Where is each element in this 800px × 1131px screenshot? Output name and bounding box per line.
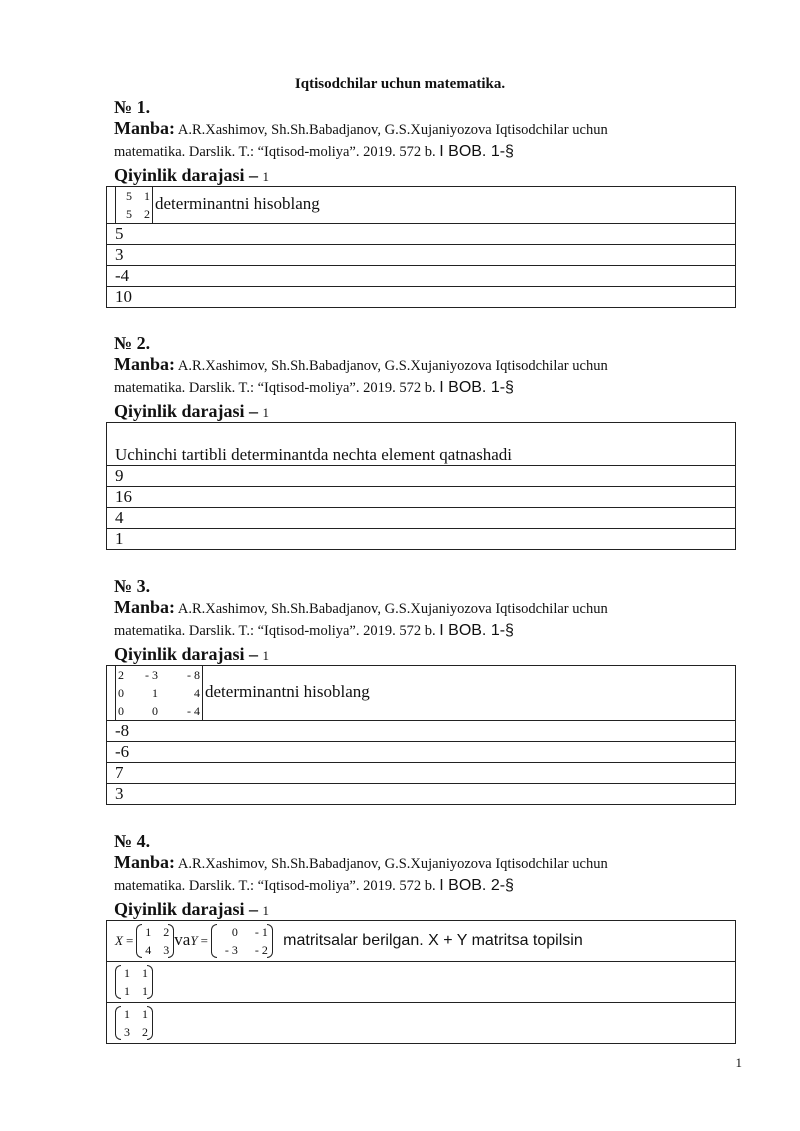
level-value: 1 (262, 903, 270, 918)
matrix-cell: - 1 (254, 925, 268, 939)
answer-row (107, 763, 736, 784)
matrix-cell: 0 (231, 925, 238, 939)
answer-row (107, 287, 736, 308)
source-label: Manba: (114, 354, 176, 374)
det-cell: 0 (118, 704, 124, 718)
answer-option: -6 (107, 742, 736, 763)
det-cell: - 8 (187, 668, 200, 682)
answer-option: 10 (107, 287, 736, 308)
difficulty-level (114, 400, 736, 422)
source-text: A.R.Xashimov, Sh.Sh.Babadjanov, G.S.Xujaniyozova Iqtisodchilar uchun matematika. Darslik. T.: “Iqtisod-moliya”. 2019. 572 b. (114, 358, 608, 396)
answer-option: 3 (107, 784, 736, 805)
answer-option: 5 (107, 224, 736, 245)
difficulty-level (114, 643, 736, 665)
question-number: № 1. (114, 97, 151, 117)
question-table (106, 920, 736, 1044)
matrix-cell: 2 (163, 925, 170, 939)
question-stem: Uchinchi tartibli determinantda nechta element qatnashadi (107, 423, 736, 466)
answer-option: 7 (107, 763, 736, 784)
question-stem: determinantni hisoblang (155, 193, 320, 213)
chapter-ref: I BOB. 1-§ (439, 379, 514, 396)
det-cell: 1 (144, 189, 150, 203)
matrix-y (211, 923, 273, 959)
chapter-ref: I BOB. 2-§ (439, 877, 514, 894)
answer-row (107, 529, 736, 550)
question-number: № 2. (114, 333, 151, 353)
question-stem-row (107, 666, 736, 721)
answer-row (107, 245, 736, 266)
level-value: 1 (262, 405, 270, 420)
answer-row (107, 508, 736, 529)
answer-row (107, 487, 736, 508)
source-text: A.R.Xashimov, Sh.Sh.Babadjanov, G.S.Xujaniyozova Iqtisodchilar uchun matematika. Darslik. T.: “Iqtisod-moliya”. 2019. 572 b. (114, 601, 608, 639)
source-text: A.R.Xashimov, Sh.Sh.Babadjanov, G.S.Xujaniyozova Iqtisodchilar uchun matematika. Darslik. T.: “Iqtisod-moliya”. 2019. 572 b. (114, 122, 608, 160)
document-title: Iqtisodchilar uchun matematika. (294, 76, 506, 92)
level-label: Qiyinlik darajasi – (114, 401, 259, 421)
answer-row (107, 721, 736, 742)
matrix-cell: - 2 (254, 943, 268, 957)
source-reference (114, 118, 674, 163)
chapter-ref: I BOB. 1-§ (439, 143, 514, 160)
answer-option: 4 (107, 508, 736, 529)
det-cell: 2 (118, 668, 124, 682)
answer-row (107, 742, 736, 763)
answer-option: 16 (107, 487, 736, 508)
answer-matrix (115, 964, 153, 1000)
answer-matrix (115, 1005, 153, 1041)
matrix-x (136, 923, 174, 959)
question-stem-row (107, 921, 736, 962)
answer-row (107, 1003, 736, 1044)
matrix-cell: 1 (142, 1007, 148, 1021)
det-cell: 5 (126, 189, 132, 203)
matrix-cell: 1 (142, 984, 148, 998)
question-number: № 4. (114, 831, 151, 851)
question-stem-row (107, 187, 736, 224)
answer-row (107, 224, 736, 245)
level-label: Qiyinlik darajasi – (114, 899, 259, 919)
source-label: Manba: (114, 852, 176, 872)
answer-row (107, 266, 736, 287)
question-stem: determinantni hisoblang (205, 681, 370, 701)
question-table (106, 186, 736, 308)
answer-option: 1 (107, 529, 736, 550)
answer-option: 9 (107, 466, 736, 487)
page-number: 1 (735, 1055, 742, 1070)
source-reference (114, 597, 674, 642)
det-cell: - 4 (187, 704, 200, 718)
source-text: A.R.Xashimov, Sh.Sh.Babadjanov, G.S.Xujaniyozova Iqtisodchilar uchun matematika. Darslik. T.: “Iqtisod-moliya”. 2019. 572 b. (114, 856, 608, 894)
matrix-cell: 1 (124, 984, 130, 998)
det-cell: - 3 (145, 668, 158, 682)
determinant (115, 187, 153, 223)
matrix-cell: 1 (124, 1007, 130, 1021)
question-table (106, 422, 736, 550)
determinant (115, 666, 203, 720)
det-cell: 2 (144, 207, 150, 221)
det-cell: 0 (152, 704, 158, 718)
answer-row (107, 466, 736, 487)
answer-option: 3 (107, 245, 736, 266)
source-label: Manba: (114, 118, 176, 138)
matrix-cell: 4 (145, 943, 152, 957)
question-table (106, 665, 736, 805)
question-3 (114, 575, 736, 805)
source-reference (114, 852, 674, 897)
matrix-cell: 2 (142, 1025, 148, 1039)
matrix-cell: 3 (163, 943, 170, 957)
conjunction-text: va (174, 929, 191, 949)
answer-option: -8 (107, 721, 736, 742)
matrix-cell: 1 (142, 966, 148, 980)
level-value: 1 (262, 169, 270, 184)
level-label: Qiyinlik darajasi – (114, 644, 259, 664)
level-label: Qiyinlik darajasi – (114, 165, 259, 185)
answer-option: -4 (107, 266, 736, 287)
question-1 (114, 96, 736, 308)
matrix-x-label: X (115, 932, 123, 948)
question-number: № 3. (114, 576, 151, 596)
equals-sign: = (200, 932, 208, 948)
question-4 (114, 830, 736, 1044)
answer-row (107, 784, 736, 805)
level-value: 1 (262, 648, 270, 663)
difficulty-level (114, 898, 736, 920)
det-cell: 0 (118, 686, 124, 700)
chapter-ref: I BOB. 1-§ (439, 622, 514, 639)
matrix-cell: - 3 (224, 943, 238, 957)
question-stem-row (107, 423, 736, 466)
matrix-cell: 3 (124, 1025, 130, 1039)
question-2 (114, 332, 736, 550)
source-label: Manba: (114, 597, 176, 617)
matrix-y-label: Y (190, 932, 198, 948)
equals-sign: = (125, 932, 134, 948)
answer-row (107, 962, 736, 1003)
source-reference (114, 354, 674, 399)
det-cell: 4 (194, 686, 200, 700)
question-stem: matritsalar berilgan. X + Y matritsa topilsin (283, 931, 583, 949)
matrix-cell: 1 (124, 966, 130, 980)
difficulty-level (114, 164, 736, 186)
det-cell: 1 (152, 686, 158, 700)
matrix-cell: 1 (145, 925, 152, 939)
det-cell: 5 (126, 207, 132, 221)
